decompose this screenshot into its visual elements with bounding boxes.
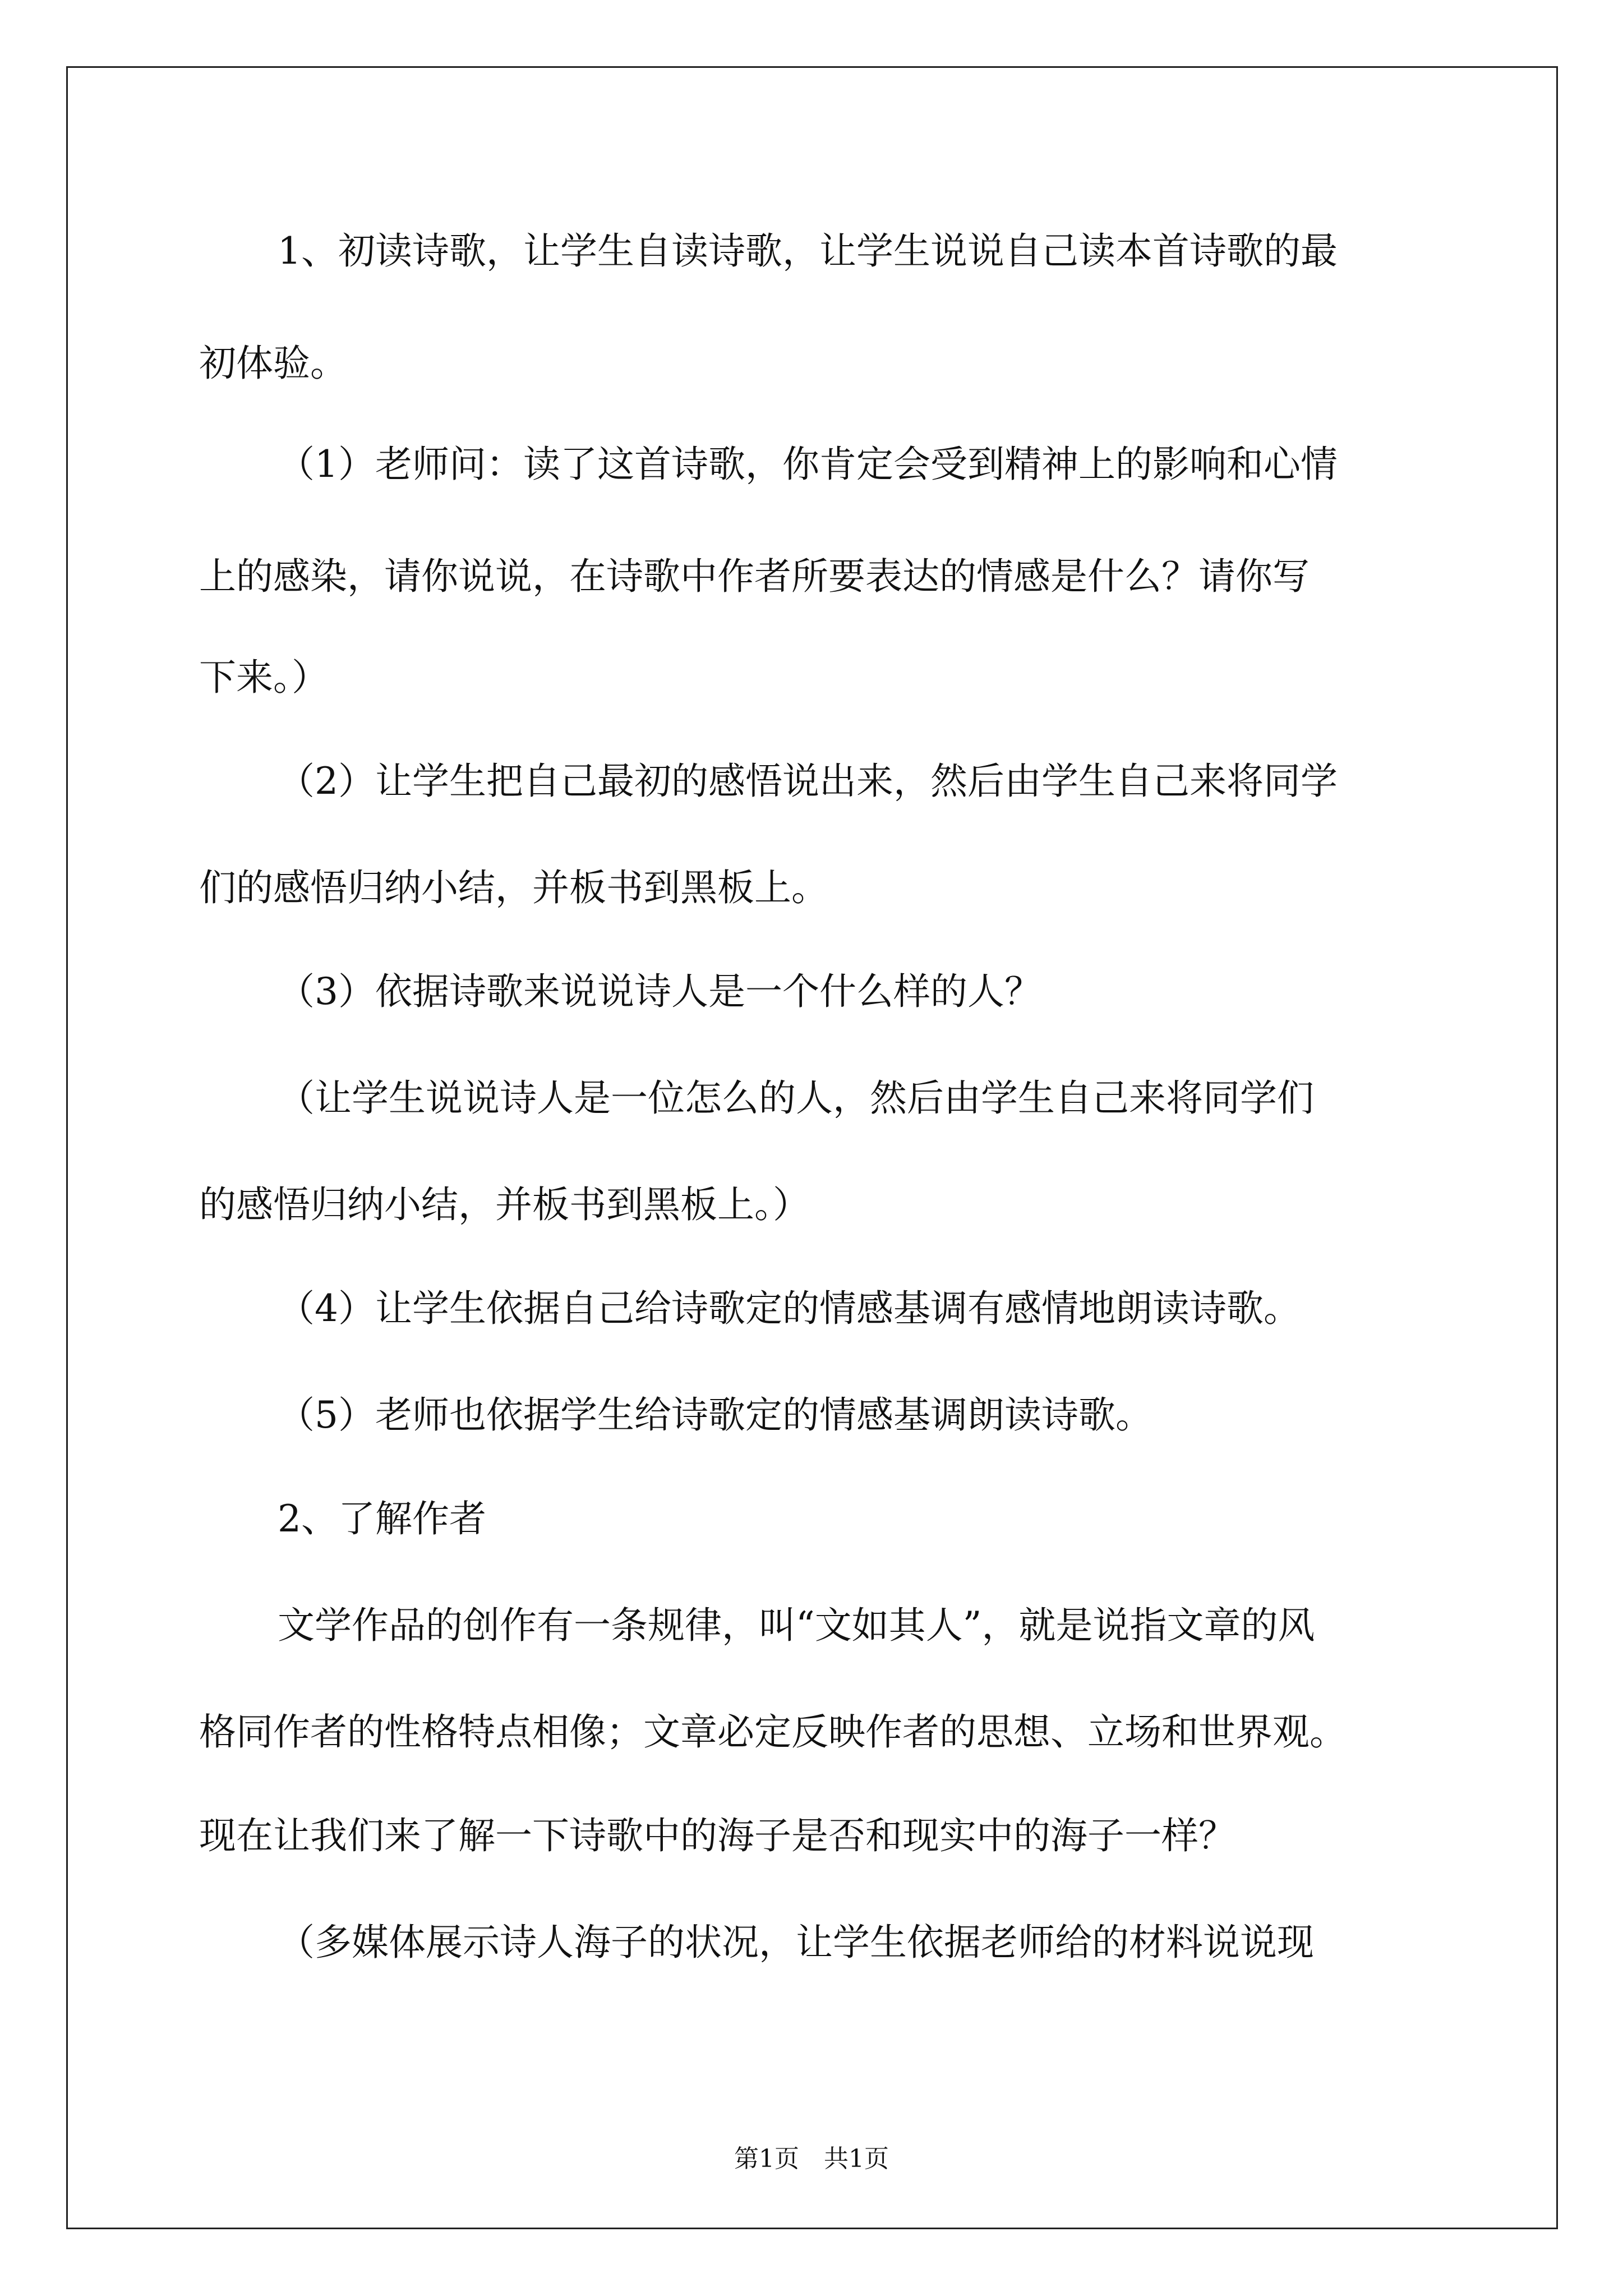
page-number-footer: 第1页 共1页 bbox=[734, 2145, 889, 2173]
text-line: （多媒体展示诗人海子的状况，让学生依据老师给的材料说说现 bbox=[278, 1921, 1314, 1964]
text-line: （1）老师问：读了这首诗歌，你肯定会受到精神上的影响和心情 bbox=[278, 443, 1338, 486]
text-line: 2、了解作者 bbox=[278, 1497, 486, 1540]
text-line: 们的感悟归纳小结，并板书到黑板上。 bbox=[199, 866, 828, 909]
text-line: 上的感染，请你说说，在诗歌中作者所要表达的情感是什么？请你写 bbox=[199, 555, 1310, 598]
text-line: （3）依据诗歌来说说诗人是一个什么样的人？ bbox=[278, 970, 1041, 1013]
text-line: （2）让学生把自己最初的感悟说出来，然后由学生自己来将同学 bbox=[278, 760, 1338, 803]
text-line: （4）让学生依据自己给诗歌定的情感基调有感情地朗读诗歌。 bbox=[278, 1287, 1301, 1330]
text-line: （让学生说说诗人是一位怎么的人，然后由学生自己来将同学们 bbox=[278, 1076, 1314, 1120]
text-line: 格同作者的性格特点相像；文章必定反映作者的思想、立场和世界观。 bbox=[199, 1710, 1347, 1754]
text-line: 初体验。 bbox=[199, 342, 347, 385]
text-line: （5）老师也依据学生给诗歌定的情感基调朗读诗歌。 bbox=[278, 1393, 1152, 1437]
text-line: 现在让我们来了解一下诗歌中的海子是否和现实中的海子一样？ bbox=[199, 1814, 1235, 1857]
page-border bbox=[66, 66, 1558, 2229]
text-line: 1、初读诗歌，让学生自读诗歌，让学生说说自己读本首诗歌的最 bbox=[278, 229, 1338, 273]
text-line: 文学作品的创作有一条规律，叫“文如其人”，就是说指文章的风 bbox=[278, 1604, 1315, 1647]
text-line: 的感悟归纳小结，并板书到黑板上。） bbox=[199, 1183, 810, 1226]
text-line: 下来。） bbox=[199, 656, 329, 699]
